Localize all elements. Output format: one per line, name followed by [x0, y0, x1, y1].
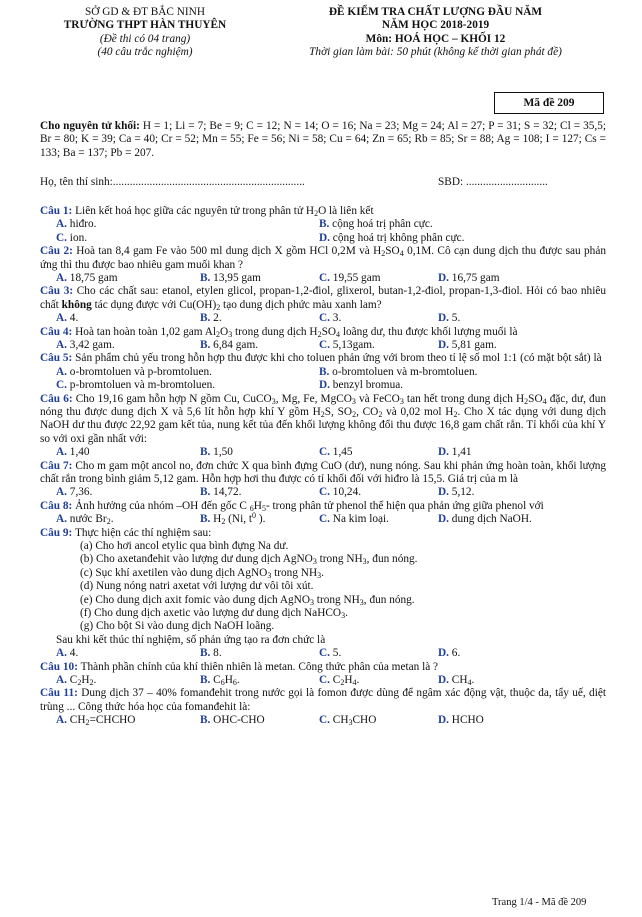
student-id-field: SBD: ............................. — [438, 176, 548, 188]
answer-row — [40, 486, 606, 499]
question — [40, 352, 606, 392]
student-name-field: Họ, tên thí sinh:.................................................................... — [40, 176, 305, 188]
question — [40, 500, 606, 527]
question-stem: Câu 8: Ảnh hưởng của nhóm –OH đến gốc C $_6H_5-$ trong phân tử phenol thể hiện qua phản ứng giữa phenol với — [40, 499, 544, 513]
answer-option-c: C. 5,13gam. — [319, 339, 375, 351]
atomic-masses-text: H = 1; Li = 7; Be = 9; C = 12; N = 14; O = 16; Na = 23; Mg = 24; Al = 27; P = 31; S = 32; Cl = 35,5; Br = 80; K = 39; Ca = 40; Cr = 52; Mn = 55; Fe = 56; Ni = 58; Cu = 64; Zn = 65; Rb = 85; Sr = 88; Ag = 108; I = 127; Cs = 133; Ba = 137; Pb = 207. — [40, 120, 606, 159]
question-stem: Câu 4: Hoà tan hoàn toàn 1,02 gam $Al_2O_3$ trong dung dịch $H_2SO_4$ loãng dư, thu được khối lượng muối là — [40, 325, 518, 339]
page-count: (Đề thi có 04 trang) — [99, 32, 191, 45]
answer-option-a: A. 4. — [56, 647, 79, 660]
answer-option-c: C. $CH_3CHO$ — [319, 714, 377, 728]
answer-option-a: A. 4. — [56, 312, 79, 325]
question-stem: Câu 1: Liên kết hoá học giữa các nguyên tử trong phân tử $H_2O$ là liên kết — [40, 205, 374, 218]
answer-option-b: B. 1,50 — [200, 446, 233, 459]
experiment-item: (f) Cho dung dịch axetic vào lượng dư dung dịch NaHCO$_3$. — [80, 607, 348, 621]
answer-option-c: C. ion. — [56, 231, 88, 244]
question — [40, 285, 606, 325]
question-number: Câu 8: — [40, 499, 73, 512]
question — [40, 460, 606, 500]
answer-option-c: C. 3. — [319, 312, 342, 325]
answer-option-d: D. 5,12. — [438, 486, 475, 499]
exam-title: ĐỀ KIỂM TRA CHẤT LƯỢNG ĐẦU NĂM — [328, 6, 543, 18]
answer-row — [40, 647, 606, 660]
answer-option-a: A. 1,40 — [56, 446, 90, 459]
question-stem: Câu 2: Hoà tan 8,4 gam Fe vào 500 ml dung dịch X gồm HCl 0,2M và $H_2SO_4$ 0,1M. Cô cạn dung dịch thu được sau phản ứng thì thu được bao nhiêu gam muối khan ? — [40, 245, 606, 271]
answer-option-c: C. 5. — [319, 647, 342, 660]
school-name: TRƯỜNG THPT HÀN THUYÊN — [63, 19, 227, 32]
answer-option-b: B. 2. — [200, 312, 222, 325]
answer-row — [40, 366, 606, 379]
answer-option-d: D. HCHO — [438, 714, 484, 727]
answer-row — [40, 272, 606, 285]
question-number: Câu 7: — [40, 459, 73, 472]
question-number: Câu 6: — [40, 392, 73, 405]
question-stem: Câu 3: Cho các chất sau: etanol, etylen glicol, propan-1,2-điol, glixerol, butan-1,2-điol, propan-1,3-điol. Hỏi có bao nhiêu chất không tác dụng được với $Cu(OH)_2$ tạo dung dịch phức màu xanh lam? — [40, 285, 607, 312]
answer-option-a: A. 3,42 gam. — [56, 339, 115, 351]
answer-option-b: B. o-bromtoluen và m-bromtoluen. — [319, 365, 478, 378]
answer-row — [40, 339, 606, 352]
header-left — [30, 6, 260, 60]
answer-option-d: D. 5. — [438, 312, 461, 325]
answer-option-a: A. $CH_2=CHCHO$ — [56, 714, 136, 728]
answer-option-a: A. hiđro. — [56, 218, 97, 231]
answer-row — [40, 218, 606, 231]
answer-option-b: B. OHC-CHO — [200, 714, 265, 727]
experiment-item: (d) Nung nóng natri axetat với lượng dư vôi tôi xút. — [80, 580, 314, 593]
question — [40, 527, 606, 661]
experiment-item: (a) Cho hơi ancol etylic qua bình đựng Na dư. — [80, 540, 289, 552]
answer-row — [40, 513, 606, 526]
dept-name: SỞ GD & ĐT BẮC NINH — [85, 6, 205, 18]
answer-option-a: A. o-bromtoluen và p-bromtoluen. — [56, 365, 212, 378]
question-number: Câu 1: — [40, 205, 73, 217]
question-list — [40, 205, 606, 728]
question — [40, 326, 606, 353]
question-stem: Câu 10: Thành phần chính của khí thiên nhiên là metan. Công thức phân của metan là ? — [40, 660, 439, 673]
answer-row — [40, 446, 606, 459]
answer-option-d: D. $CH_4$. — [438, 674, 475, 688]
header-right — [258, 6, 613, 60]
answer-option-d: D. benzyl bromua. — [319, 379, 404, 392]
answer-row — [40, 232, 606, 245]
question-stem: Câu 9: Thực hiện các thí nghiệm sau: — [40, 526, 212, 539]
question-number: Câu 4: — [40, 325, 73, 338]
answer-row — [40, 379, 606, 392]
answer-option-b: B. cộng hoá trị phân cực. — [319, 218, 433, 231]
question-number: Câu 5: — [40, 352, 73, 365]
answer-option-a: A. 7,36. — [56, 486, 93, 499]
subject: Môn: HOÁ HỌC – KHỐI 12 — [365, 32, 506, 45]
answer-option-a: A. $C_2H_2$. — [56, 674, 97, 688]
experiment-item: (c) Sục khí axetilen vào dung dịch AgNO$_3$ trong $NH_3$. — [80, 566, 324, 580]
question — [40, 661, 606, 688]
question-stem: Câu 5: Sản phẩm chủ yếu trong hỗn hợp thu được khi cho toluen phản ứng với brom theo tỉ lệ số mol 1:1 (có mặt bột sắt) là — [40, 352, 602, 365]
atomic-masses-label: Cho nguyên tử khối: — [40, 120, 140, 132]
answer-option-b: B. 8. — [200, 647, 222, 660]
experiment-item: (b) Cho axetanđehit vào lượng dư dung dịch AgNO$_3$ trong $NH_3$, đun nóng. — [80, 553, 418, 567]
answer-option-d: D. 1,41 — [438, 446, 472, 459]
question-number: Câu 10: — [40, 660, 78, 673]
atomic-masses — [40, 120, 606, 160]
question-stem: Câu 7: Cho m gam một ancol no, đơn chức X qua bình đựng CuO (dư), nung nóng. Sau khi phản ứng hoàn toàn, khối lượng chất rắn trong bình giảm 5,12 gam. Hỗn hợp hơi thu được có tỉ khối đối với hiđro là 15,5. Giá trị của m là — [40, 459, 606, 485]
question-number: Câu 9: — [40, 526, 73, 539]
answer-row — [40, 714, 606, 727]
question-stem: Câu 11: Dung dịch 37 – 40% fomanđehit trong nước gọi là fomon được dùng để ngâm xác động vật, thuộc da, tẩy uế, diệt trùng ... Công thức hóa học của fomanđehit là: — [40, 687, 606, 713]
answer-option-c: C. 1,45 — [319, 446, 353, 459]
question-number: Câu 2: — [40, 245, 73, 258]
answer-option-d: D. 16,75 gam — [438, 272, 500, 284]
answer-option-a: A. nước $Br_2$. — [56, 513, 114, 527]
answer-option-d: D. cộng hoá trị không phân cực. — [319, 231, 465, 244]
answer-row — [40, 674, 606, 687]
experiment-item: (e) Cho dung dịch axit fomic vào dung dịch AgNO$_3$ trong $NH_3$, đun nóng. — [80, 593, 415, 607]
answer-option-c: C. 19,55 gam — [319, 272, 381, 284]
question — [40, 205, 606, 245]
student-info — [40, 176, 606, 189]
question — [40, 687, 606, 727]
answer-option-d: D. 5,81 gam. — [438, 339, 497, 351]
question — [40, 245, 606, 285]
exam-code: Mã đề 209 — [494, 92, 604, 114]
question-number: Câu 11: — [40, 687, 78, 700]
answer-option-c: C. 10,24. — [319, 486, 362, 499]
time-limit: Thời gian làm bài: 50 phút (không kể thời gian phát đề) — [309, 46, 562, 59]
answer-option-a: A. 18,75 gam — [56, 272, 118, 284]
question-followup: Sau khi kết thúc thí nghiệm, số phản ứng tạo ra đơn chức là — [56, 633, 326, 646]
answer-option-b: B. 13,95 gam — [200, 272, 261, 284]
answer-option-b: B. 6,84 gam. — [200, 339, 259, 351]
question-stem: Câu 6: Cho 19,16 gam hỗn hợp N gồm Cu, CuCO$_3$, Mg, Fe, MgCO$_3$ và FeCO$_3$ tan hết trong dung dịch $H_2SO_4$ đặc, dư, đun nóng thu được dung dịch X và 5,6 lít hỗn hợp khí Y gồm $H_2S$, $SO_2$, $CO_2$ và 0,02 mol $H_2$. Cho X tác dụng với dung dịch NaOH dư thu được 22,92 gam kết tủa, nung kết tủa đến khối lượng không đổi thu được 16,8 gam chất rắn. Tỉ khối của khí Y so với oxi gần nhất với: — [40, 392, 607, 445]
answer-option-c: C. Na kim loại. — [319, 513, 389, 526]
question — [40, 393, 606, 460]
experiment-item: (g) Cho bột Si vào dung dịch NaOH loãng. — [80, 620, 275, 633]
answer-row — [40, 312, 606, 325]
answer-option-c: C. $C_2H_4$. — [319, 674, 360, 688]
answer-option-b: B. $C_6H_6$. — [200, 674, 240, 688]
answer-option-d: D. 6. — [438, 647, 461, 660]
question-count: (40 câu trắc nghiệm) — [97, 46, 193, 59]
answer-option-b: B. 14,72. — [200, 486, 242, 499]
page-footer: Trang 1/4 - Mã đề 209 — [492, 897, 587, 908]
answer-option-c: C. p-bromtoluen và m-bromtoluen. — [56, 379, 216, 392]
answer-option-d: D. dung dịch NaOH. — [438, 513, 532, 526]
answer-option-b: B. $H_2$ (Ni, $t^0$ ). — [200, 511, 266, 527]
question-number: Câu 3: — [40, 285, 74, 298]
school-year: NĂM HỌC 2018-2019 — [381, 19, 490, 32]
